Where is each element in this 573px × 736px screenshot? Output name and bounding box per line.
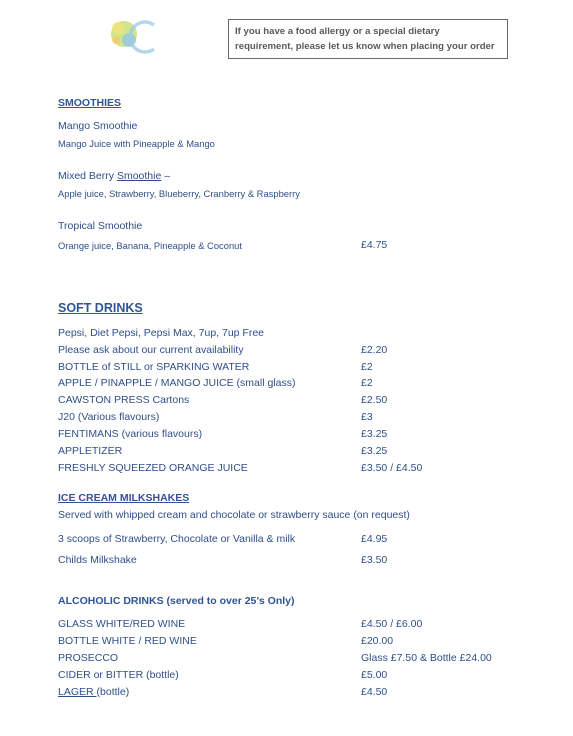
menu-item-price: £5.00 — [361, 669, 388, 681]
menu-item-name: FRESHLY SQUEEZED ORANGE JUICE — [58, 462, 248, 474]
menu-item-name: 3 scoops of Strawberry, Chocolate or Vanilla & milk — [58, 533, 296, 545]
menu-item-name: APPLETIZER — [58, 445, 123, 457]
milkshakes-heading: ICE CREAM MILKSHAKES — [58, 492, 190, 504]
menu-item-description: Orange juice, Banana, Pineapple & Coconut — [58, 240, 242, 251]
menu-item-name: PROSECCO — [58, 652, 119, 664]
menu-item-name: CAWSTON PRESS Cartons — [58, 394, 190, 406]
menu-item-name: CIDER or BITTER (bottle) — [58, 669, 179, 681]
menu-item-name: Pepsi, Diet Pepsi, Pepsi Max, 7up, 7up Free — [58, 327, 265, 339]
menu-item-name: Please ask about our current availability — [58, 344, 244, 356]
menu-item-price: £2 — [361, 361, 373, 373]
menu-item-price: £3.50 — [361, 554, 388, 566]
menu-item-price: £2 — [361, 377, 373, 389]
menu-item-name: Childs Milkshake — [58, 554, 137, 566]
menu-item-name: Mango Smoothie — [58, 120, 138, 132]
menu-item-price: £4.95 — [361, 533, 388, 545]
menu-item-name-prefix: Mixed Berry — [58, 170, 117, 182]
menu-item-price: £2.20 — [361, 344, 388, 356]
menu-item-description: Mango Juice with Pineapple & Mango — [58, 138, 215, 149]
menu-item-price: £4.50 / £6.00 — [361, 618, 423, 630]
menu-item-name: GLASS WHITE/RED WINE — [58, 618, 186, 630]
menu-item-name: BOTTLE of STILL or SPARKING WATER — [58, 361, 250, 373]
menu-item-name-suffix: – — [161, 170, 171, 182]
menu-item-name: BOTTLE WHITE / RED WINE — [58, 635, 197, 647]
menu-item-price: £2.50 — [361, 394, 388, 406]
allergy-notice — [228, 19, 508, 59]
soft-drinks-heading: SOFT DRINKS — [58, 301, 143, 315]
menu-item-price: £3 — [361, 411, 373, 423]
cafe-logo-icon — [104, 16, 158, 56]
menu-item-name — [58, 686, 129, 698]
allergy-notice-line: If you have a food allergy or a special dietary — [235, 26, 440, 37]
smoothies-heading: SMOOTHIES — [58, 97, 122, 109]
allergy-notice-line: requirement, please let us know when placing your order — [235, 41, 495, 52]
alcoholic-drinks-heading: ALCOHOLIC DRINKS (served to over 25’s Only) — [58, 595, 295, 607]
menu-item-description: Apple juice, Strawberry, Blueberry, Cranberry & Raspberry — [58, 188, 300, 199]
menu-item-name: APPLE / PINAPPLE / MANGO JUICE (small glass) — [58, 377, 296, 389]
milkshakes-note: Served with whipped cream and chocolate or strawberry sauce (on request) — [58, 509, 410, 521]
menu-item-price: £4.75 — [361, 239, 388, 251]
menu-item-name: FENTIMANS (various flavours) — [58, 428, 203, 440]
menu-item-price: Glass £7.50 & Bottle £24.00 — [361, 652, 492, 664]
menu-item-name-underlined: Smoothie — [116, 170, 162, 182]
menu-item-name: Tropical Smoothie — [58, 220, 143, 232]
menu-item-price: £3.50 / £4.50 — [361, 462, 423, 474]
menu-item-price: £20.00 — [361, 635, 394, 647]
menu-item-name: J20 (Various flavours) — [58, 411, 160, 423]
menu-item-name-suffix: (bottle) — [96, 686, 130, 698]
menu-item-price: £3.25 — [361, 428, 388, 440]
menu-item-price: £3.25 — [361, 445, 388, 457]
menu-item-name — [58, 170, 170, 182]
menu-item-price: £4.50 — [361, 686, 388, 698]
menu-item-name-underlined: LAGER — [58, 686, 97, 698]
